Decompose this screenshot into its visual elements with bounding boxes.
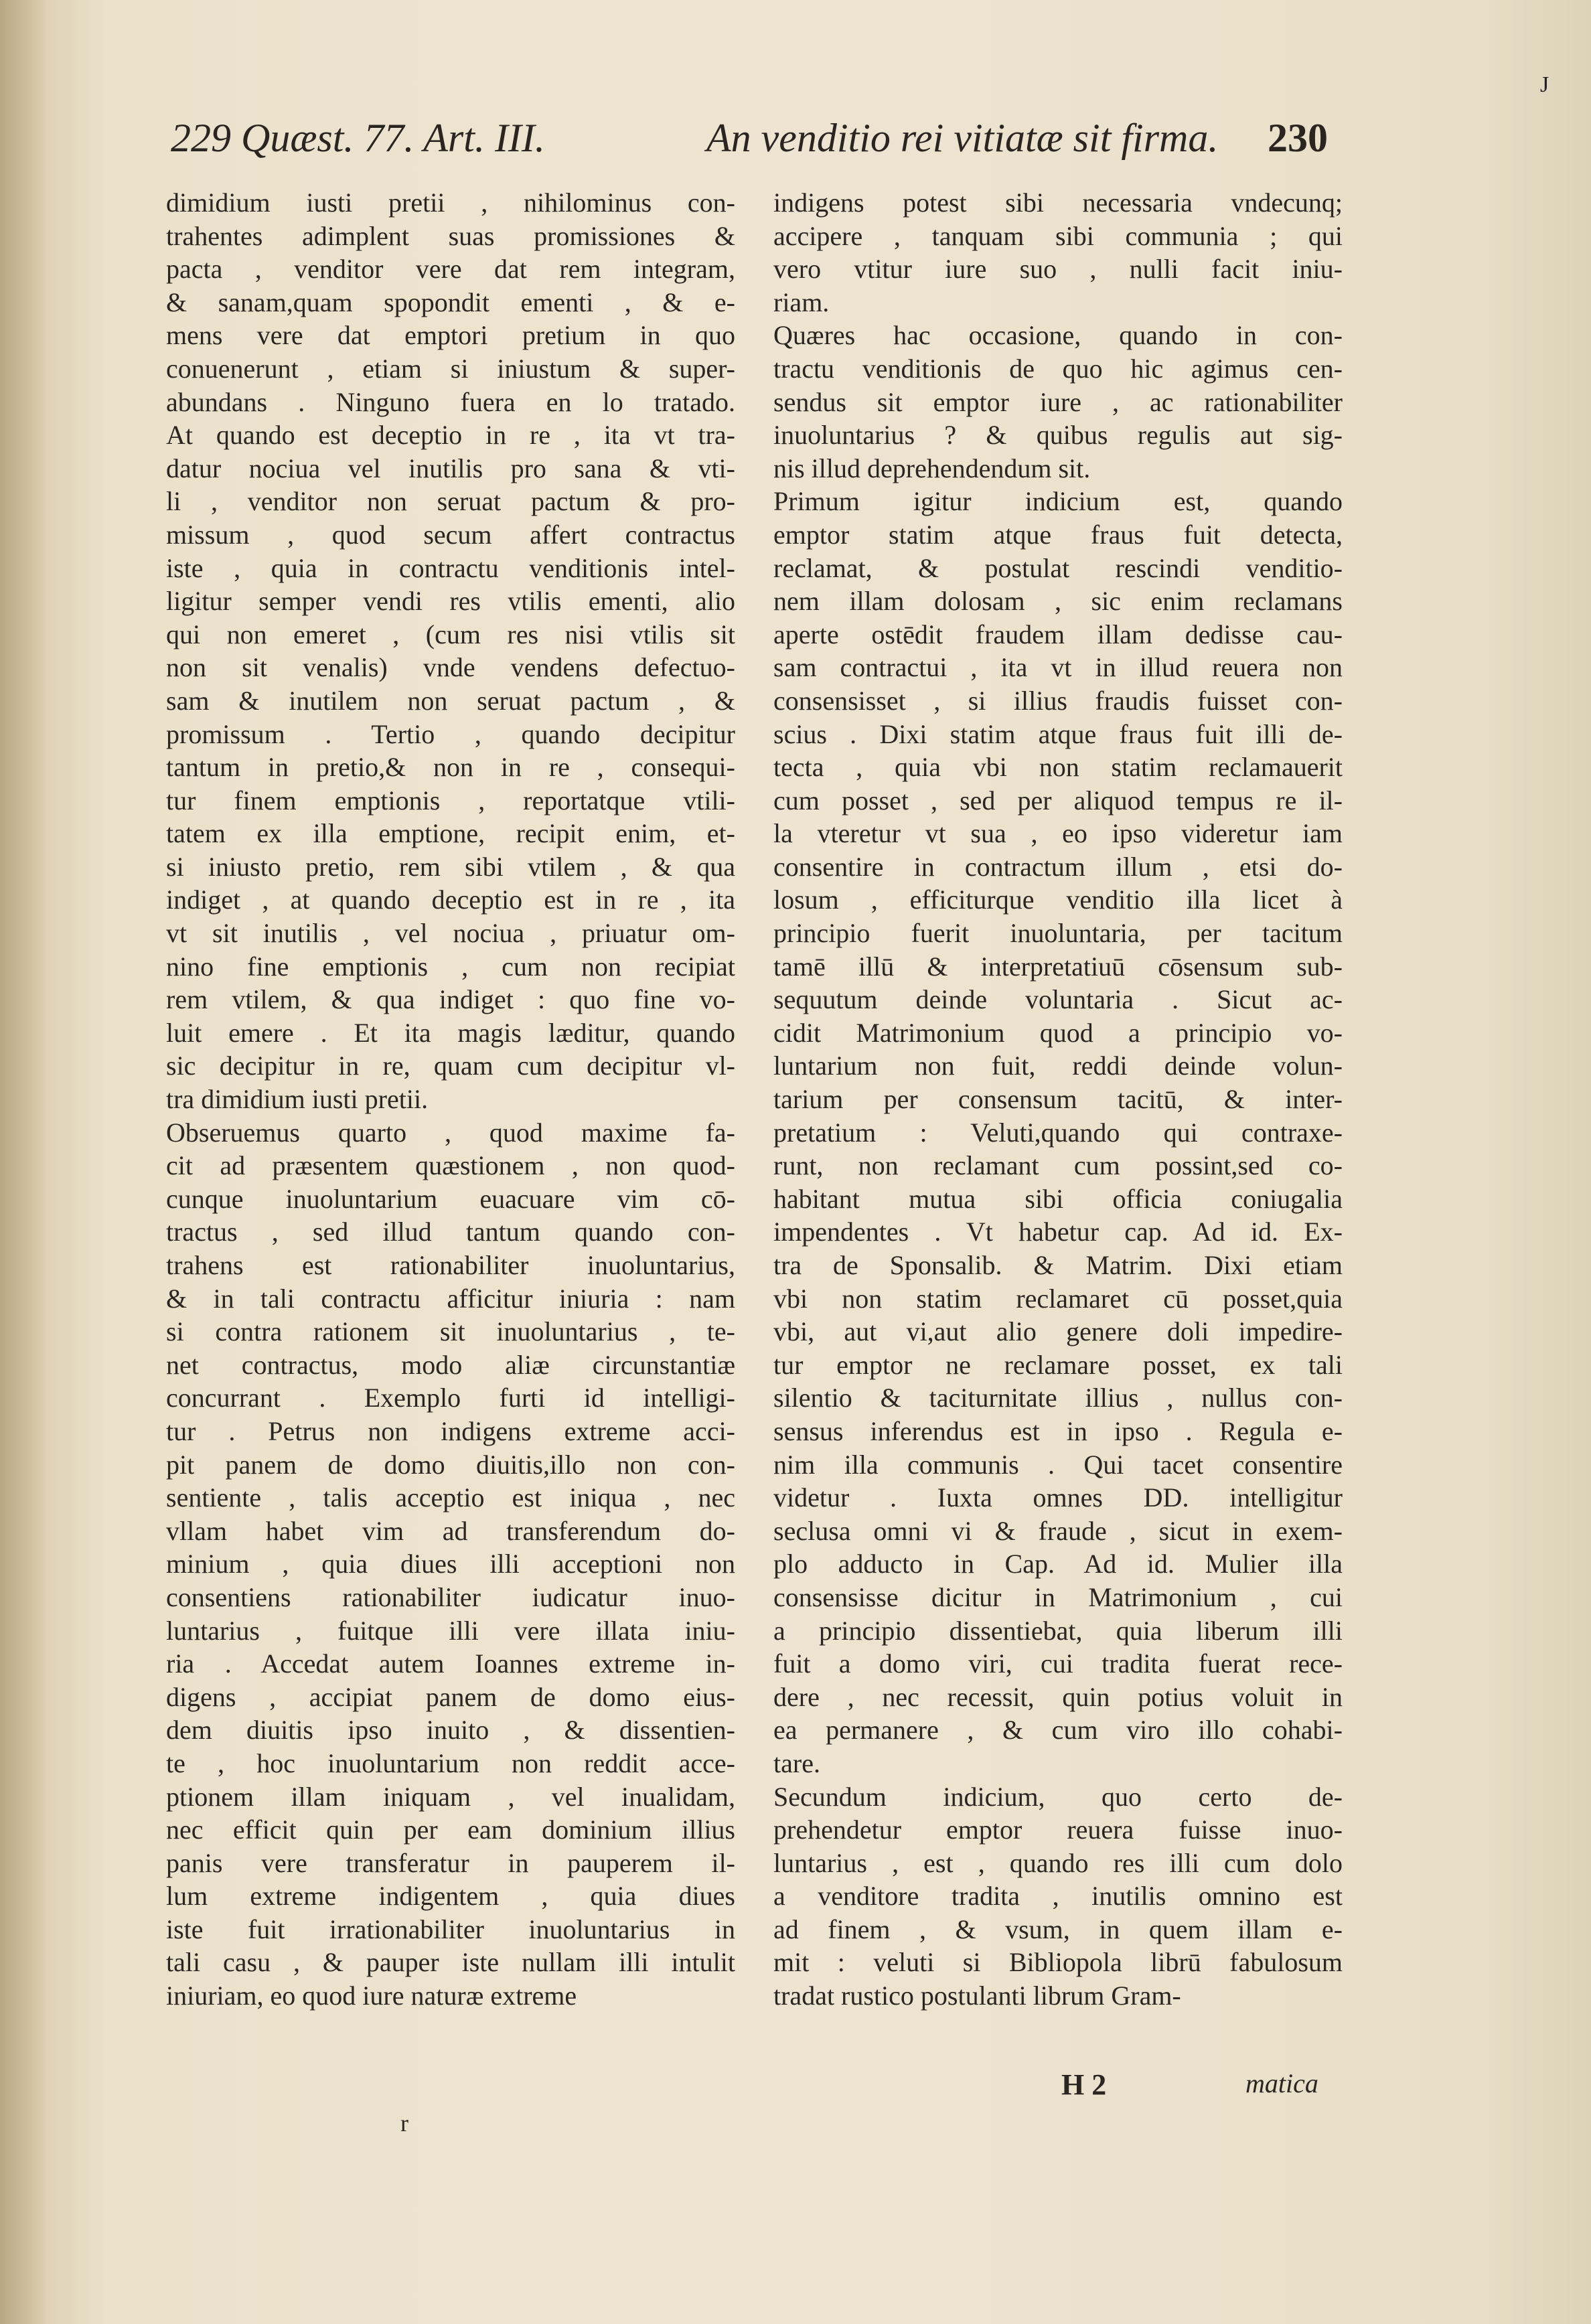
text-line: prehendetur emptor reuera fuisse inuo- — [773, 1814, 1343, 1845]
text-line: fuit a domo viri, cui tradita fuerat rece- — [773, 1648, 1343, 1679]
text-line: luit emere . Et ita magis læditur, quando — [166, 1017, 735, 1048]
text-line: Primum igitur indicium est, quando — [773, 486, 1343, 517]
text-line: nim illa communis . Qui tacet consentire — [773, 1449, 1343, 1480]
text-line: non sit venalis) vnde vendens defectuo- — [166, 652, 735, 683]
text-line: tecta , quia vbi non statim reclamauerit — [773, 752, 1343, 783]
text-line: tur finem emptionis , reportatque vtili- — [166, 785, 735, 816]
text-line: Secundum indicium, quo certo de- — [773, 1781, 1343, 1812]
running-header — [171, 115, 1328, 175]
page-gutter — [0, 0, 47, 2324]
text-line: tur . Petrus non indigens extreme acci- — [166, 1415, 735, 1446]
text-line: sendus sit emptor iure , ac rationabiliter — [773, 386, 1343, 417]
text-line: promissum . Tertio , quando decipitur — [166, 718, 735, 749]
text-line: sic decipitur in re, quam cum decipitur vl- — [166, 1051, 735, 1081]
text-line: tantum in pretio,& non in re , consequi- — [166, 752, 735, 783]
text-line: ad finem , & vsum, in quem illam e- — [773, 1914, 1343, 1944]
text-line: digens , accipiat panem de domo eius- — [166, 1681, 735, 1712]
text-line: a venditore tradita , inutilis omnino est — [773, 1881, 1343, 1912]
text-line: vbi non statim reclamaret cū posset,quia — [773, 1283, 1343, 1314]
text-line: tra dimidium iusti pretii. — [166, 1084, 429, 1115]
text-line: riam. — [773, 287, 830, 317]
text-line: vt sit inutilis , vel nociua , priuatur om- — [166, 918, 735, 949]
text-line: Quæres hac occasione, quando in con- — [773, 320, 1343, 351]
text-line: cit ad præsentem quæstionem , non quod- — [166, 1150, 735, 1181]
text-line: cidit Matrimonium quod a principio vo- — [773, 1017, 1343, 1048]
text-line: abundans . Ninguno fuera en lo tratado. — [166, 386, 735, 417]
text-line: ptionem illam iniquam , vel inualidam, — [166, 1781, 735, 1812]
text-line: dem diuitis ipso inuito , & dissentien- — [166, 1715, 735, 1746]
corner-mark: J — [1540, 72, 1549, 97]
catchword: matica — [1245, 2068, 1318, 2098]
text-line: sequutum deinde voluntaria . Sicut ac- — [773, 984, 1343, 1015]
text-line: datur nociua vel inutilis pro sana & vti- — [166, 453, 735, 483]
text-line: pit panem de domo diuitis,illo non con- — [166, 1449, 735, 1480]
text-line: indiget , at quando deceptio est in re , ita — [166, 884, 735, 915]
text-line: iste , quia in contractu venditionis intel- — [166, 552, 735, 583]
text-line: nec efficit quin per eam dominium illius — [166, 1814, 735, 1845]
text-line: lum extreme indigentem , quia diues — [166, 1881, 735, 1912]
text-line: li , venditor non seruat pactum & pro- — [166, 486, 735, 517]
text-line: scius . Dixi statim atque fraus fuit illi de- — [773, 718, 1343, 749]
text-line: inuoluntarius ? & quibus regulis aut sig- — [773, 420, 1343, 451]
text-line: tractu venditionis de quo hic agimus cen- — [773, 353, 1343, 384]
text-line: la vteretur vt sua , eo ipso videretur iam — [773, 818, 1343, 849]
text-line: ligitur semper vendi res vtilis ementi, alio — [166, 586, 735, 617]
text-line: habitant mutua sibi officia coniugalia — [773, 1183, 1343, 1214]
text-line: reclamat, & postulat rescindi venditio- — [773, 552, 1343, 583]
text-line: iste fuit irrationabiliter inuoluntarius in — [166, 1914, 735, 1944]
text-line: conuenerunt , etiam si iniustum & super- — [166, 353, 735, 384]
text-line: tare. — [773, 1748, 820, 1778]
text-line: plo adducto in Cap. Ad id. Mulier illa — [773, 1549, 1343, 1579]
text-line: te , hoc inuoluntarium non reddit acce- — [166, 1748, 735, 1778]
text-line: trahens est rationabiliter inuoluntarius, — [166, 1250, 735, 1280]
text-line: nino fine emptionis , cum non recipiat — [166, 951, 735, 982]
text-line: nem illam dolosam , sic enim reclamans — [773, 586, 1343, 617]
text-line: luntarius , est , quando res illi cum dolo — [773, 1847, 1343, 1878]
text-line: indigens potest sibi necessaria vndecunq; — [773, 187, 1343, 218]
text-line: minium , quia diues illi acceptioni non — [166, 1549, 735, 1579]
text-line: tra de Sponsalib. & Matrim. Dixi etiam — [773, 1250, 1343, 1280]
text-line: & in tali contractu afficitur iniuria : nam — [166, 1283, 735, 1314]
text-line: emptor statim atque fraus fuit detecta, — [773, 519, 1343, 550]
text-line: tamē illū & interpretatiuū cōsensum sub- — [773, 951, 1343, 982]
text-line: consentire in contractum illum , etsi do- — [773, 851, 1343, 882]
text-line: vero vtitur iure suo , nulli facit iniu- — [773, 254, 1343, 285]
text-line: ria . Accedat autem Ioannes extreme in- — [166, 1648, 735, 1679]
text-line: net contractus, modo aliæ circunstantiæ — [166, 1349, 735, 1380]
header-right-page-number: 230 — [1268, 116, 1328, 160]
text-line: silentio & taciturnitate illius , nullus con- — [773, 1383, 1343, 1413]
text-line: At quando est deceptio in re , ita vt tra- — [166, 420, 735, 451]
signature-mark: H 2 — [1061, 2068, 1107, 2101]
header-left-page-number: 229 Quæst. 77. Art. III. — [171, 116, 545, 160]
text-line: tatem ex illa emptione, recipit enim, et- — [166, 818, 735, 849]
text-line: principio fuerit inuoluntaria, per tacitum — [773, 918, 1343, 949]
text-line: trahentes adimplent suas promissiones & — [166, 220, 735, 251]
text-line: consensisset , si illius fraudis fuisset con- — [773, 685, 1343, 716]
header-title: An venditio rei vitiatæ sit firma. — [706, 116, 1219, 160]
text-line: seclusa omni vi & fraude , sicut in exem- — [773, 1515, 1343, 1546]
text-line: cum posset , sed per aliquod tempus re il- — [773, 785, 1343, 816]
text-line: panis vere transferatur in pauperem il- — [166, 1847, 735, 1878]
text-line: qui non emeret , (cum res nisi vtilis sit — [166, 619, 735, 649]
text-line: losum , efficiturque venditio illa licet à — [773, 884, 1343, 915]
footer-mark: r — [400, 2110, 408, 2137]
text-line: sam contractui , ita vt in illud reuera non — [773, 652, 1343, 683]
text-line: videtur . Iuxta omnes DD. intelligitur — [773, 1482, 1343, 1513]
text-line: accipere , tanquam sibi communia ; qui — [773, 220, 1343, 251]
text-line: pretatium : Veluti,quando qui contraxe- — [773, 1117, 1343, 1148]
right-text-column — [773, 186, 1343, 2013]
text-line: missum , quod secum affert contractus — [166, 519, 735, 550]
text-line: dere , nec recessit, quin potius voluit in — [773, 1681, 1343, 1712]
text-line: rem vtilem, & qua indiget : quo fine vo- — [166, 984, 735, 1015]
text-line: dimidium iusti pretii , nihilominus con- — [166, 187, 735, 218]
text-line: vllam habet vim ad transferendum do- — [166, 1515, 735, 1546]
text-line: sensus inferendus est in ipso . Regula e- — [773, 1415, 1343, 1446]
text-line: Obseruemus quarto , quod maxime fa- — [166, 1117, 735, 1148]
text-line: vbi, aut vi,aut alio genere doli impedire- — [773, 1316, 1343, 1347]
text-line: tractus , sed illud tantum quando con- — [166, 1217, 735, 1247]
text-line: consensisse dicitur in Matrimonium , cui — [773, 1581, 1343, 1612]
text-line: tarium per consensum tacitū, & inter- — [773, 1084, 1343, 1115]
text-line: concurrant . Exemplo furti id intelligi- — [166, 1383, 735, 1413]
text-line: a principio dissentiebat, quia liberum illi — [773, 1615, 1343, 1646]
text-line: runt, non reclamant cum possint,sed co- — [773, 1150, 1343, 1181]
text-line: nis illud deprehendendum sit. — [773, 453, 1091, 483]
text-line: iniuriam, eo quod iure naturæ extreme — [166, 1981, 577, 2011]
text-line: impendentes . Vt habetur cap. Ad id. Ex- — [773, 1217, 1343, 1247]
text-line: sentiente , talis acceptio est iniqua , nec — [166, 1482, 735, 1513]
text-line: aperte ostēdit fraudem illam dedisse cau- — [773, 619, 1343, 649]
text-line: consentiens rationabiliter iudicatur inuo- — [166, 1581, 735, 1612]
left-text-column — [166, 186, 735, 2013]
text-line: & sanam,quam spopondit ementi , & e- — [166, 287, 735, 317]
text-line: si contra rationem sit inuoluntarius , te- — [166, 1316, 735, 1347]
text-line: luntarius , fuitque illi vere illata iniu- — [166, 1615, 735, 1646]
text-line: si iniusto pretio, rem sibi vtilem , & qua — [166, 851, 735, 882]
text-line: luntarium non fuit, reddi deinde volun- — [773, 1051, 1343, 1081]
text-line: tur emptor ne reclamare posset, ex tali — [773, 1349, 1343, 1380]
text-line: mit : veluti si Bibliopola librū fabulosum — [773, 1947, 1343, 1978]
text-line: sam & inutilem non seruat pactum , & — [166, 685, 735, 716]
text-line: pacta , venditor vere dat rem integram, — [166, 254, 735, 285]
text-line: tradat rustico postulanti librum Gram- — [773, 1981, 1181, 2011]
text-line: cunque inuoluntarium euacuare vim cō- — [166, 1183, 735, 1214]
text-line: tali casu , & pauper iste nullam illi intulit — [166, 1947, 735, 1978]
text-line: ea permanere , & cum viro illo cohabi- — [773, 1715, 1343, 1746]
text-line: mens vere dat emptori pretium in quo — [166, 320, 735, 351]
